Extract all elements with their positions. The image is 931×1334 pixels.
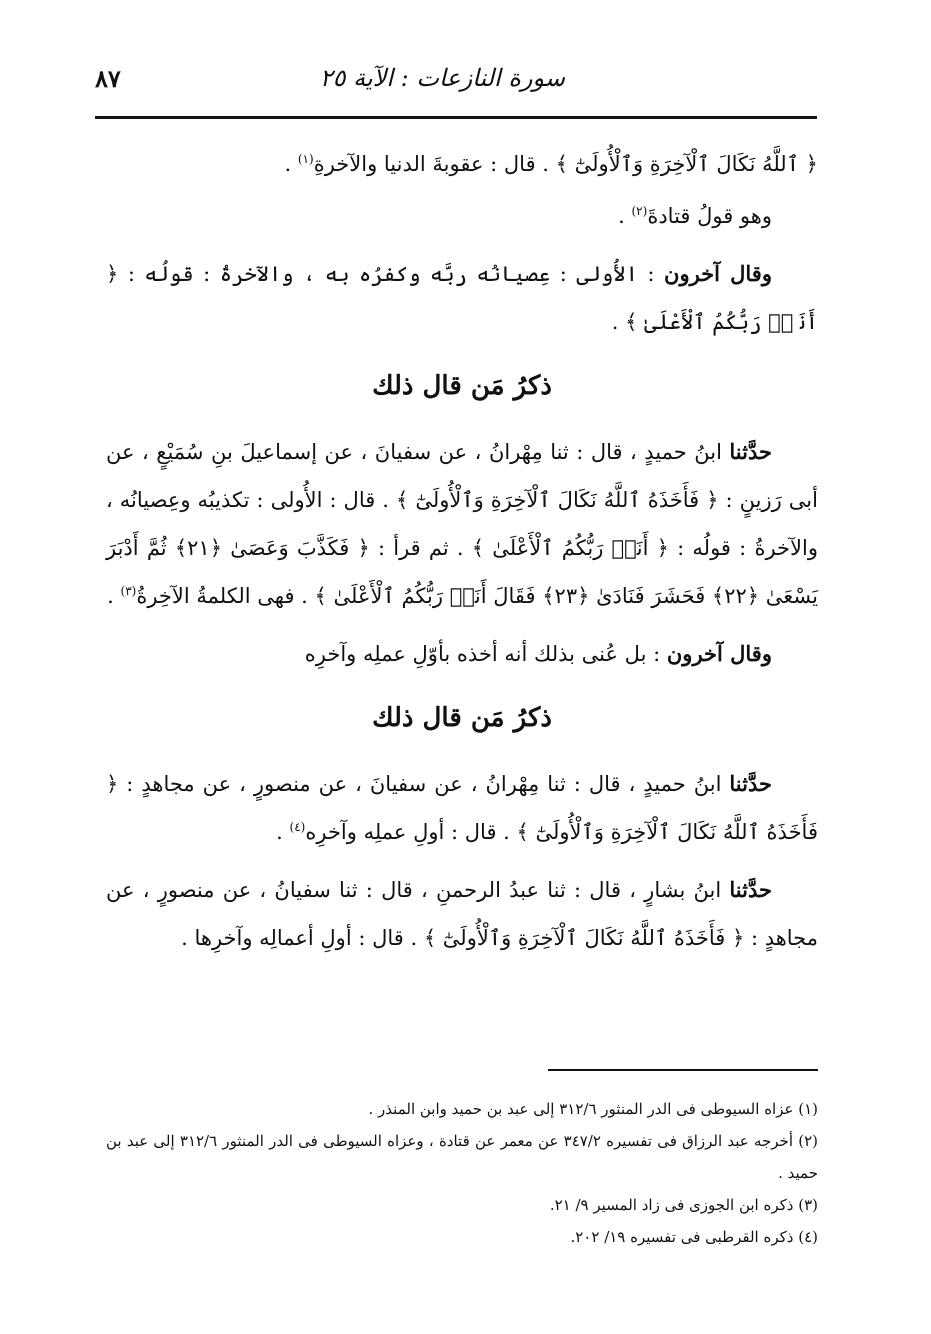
paragraph-1 (106, 140, 818, 188)
lead-word: حدَّثنا (729, 877, 772, 902)
page-number: ٨٧ (95, 64, 121, 93)
paragraph-7 (106, 866, 818, 962)
quran-quote: ﴿ ٱللَّهُ نَكَالَ ٱلْآخِرَةِ وَٱلْأُولَىٰٓ ﴾ (555, 152, 818, 176)
lead-word: وقال آخرون (664, 261, 772, 286)
sentence-end: . (107, 584, 114, 608)
paragraph-text: . قال : أولِ أعمالِه وآخرِها . (181, 926, 418, 950)
paragraph-text: : الأُولى : عِصيانُه ربَّه وكفرُه به ، والآخرةُ : قولُه : (127, 262, 655, 286)
paragraph-text: . فهى الكلمةُ الآخِرةُ (136, 584, 308, 608)
footnote-3: (٣) ذكره ابن الجوزى فى زاد المسير ٩/ ٢١. (549, 1196, 818, 1214)
paragraph-text: ابنُ بشارٍ ، قال : ثنا عبدُ الرحمنِ ، قال : ثنا سفيانُ ، عن منصورٍ ، عن مجاهدٍ : (106, 878, 818, 950)
paragraph-text: . قال : أولِ عملِه وآخرِه (305, 820, 510, 844)
paragraph-5 (106, 630, 818, 678)
footnotes (106, 1093, 818, 1253)
section-heading-1: ذكرُ مَن قال ذلك (372, 371, 552, 401)
footnote-ref: (١) (297, 152, 314, 166)
paragraph-3 (106, 250, 818, 346)
footnote-4: (٤) ذكره القرطبى فى تفسيره ١٩/ ٢٠٢. (570, 1228, 818, 1246)
paragraph-6 (106, 760, 818, 856)
quran-quote: ﴿ أَنَا۠ رَبُّكُمُ ٱلْأَعْلَىٰ ﴾ (106, 262, 818, 334)
paragraph-text: . قال : الأُولى : تكذيبُه وعِصيانُه ، والآخرةُ : قولُه : (106, 488, 818, 560)
paragraph-4 (106, 428, 818, 620)
paragraph-text: وهو قولُ قتادةَ (647, 204, 772, 228)
quran-quote: ﴿ فَكَذَّبَ وَعَصَىٰ ﴿٢١﴾ ثُمَّ أَدْبَرَ يَسْعَىٰ ﴿٢٢﴾ فَحَشَرَ فَنَادَىٰ ﴿٢٣﴾ فَقَالَ أَنَا۠ رَبُّكُمُ ٱلْأَعْلَىٰ ﴾ (106, 536, 818, 608)
footnote-1: (١) عزاه السيوطى فى الدر المنثور ٣١٢/٦ إلى عبد بن حميد وابن المنذر . (368, 1100, 818, 1118)
quran-quote: ﴿ فَأَخَذَهُ ٱللَّهُ نَكَالَ ٱلْآخِرَةِ وَٱلْأُولَىٰٓ ﴾ (106, 772, 818, 844)
footnote-ref: (٣) (120, 584, 137, 598)
sentence-end: . (611, 310, 619, 334)
main-text (106, 140, 818, 972)
paragraph-text: . قال : عقوبةَ الدنيا والآخرةِ (313, 152, 549, 176)
quran-quote: ﴿ أَنَا۠ رَبُّكُمُ ٱلْأَعْلَىٰ ﴾ (471, 536, 669, 560)
footnote-ref: (٢) (631, 204, 648, 218)
quran-quote: ﴿ فَأَخَذَهُ ٱللَّهُ نَكَالَ ٱلْآخِرَةِ وَٱلْأُولَىٰٓ ﴾ (395, 488, 719, 512)
lead-word: وقال آخرون (666, 641, 772, 666)
footnote-rule (548, 1069, 818, 1071)
page-header (95, 62, 815, 102)
running-title: سورة النازعات : الآية ٢٥ (319, 64, 565, 92)
sentence-end: . (276, 820, 283, 844)
paragraph-text: ابنُ حميدٍ ، قال : ثنا مِهْرانُ ، عن سفيانَ ، عن منصورٍ ، عن مجاهدٍ : (126, 772, 722, 796)
footnote-ref: (٤) (289, 820, 306, 834)
header-rule (95, 116, 817, 119)
quran-quote: ﴿ فَأَخَذَهُ ٱللَّهُ نَكَالَ ٱلْآخِرَةِ وَٱلْأُولَىٰٓ ﴾ (423, 926, 745, 950)
paragraph-text: ابنُ حميدٍ ، قال : ثنا مِهْرانُ ، عن سفيانَ ، عن إسماعيلَ بنِ سُمَيْعٍ ، عن أبى رَزينٍ : (106, 440, 818, 512)
lead-word: حدَّثنا (729, 439, 772, 464)
sentence-end: . (618, 204, 625, 228)
footnote-2: (٢) أخرجه عبد الرزاق فى تفسيره ٣٤٧/٢ عن معمر عن قتادة ، وعزاه السيوطى فى الدر المنثور ٣١٢/٦ إلى عبد بن حميد . (106, 1132, 819, 1182)
sentence-end: . (284, 152, 292, 176)
paragraph-2 (106, 192, 818, 240)
paragraph-text: . ثم قرأ : (377, 536, 464, 560)
lead-word: حدَّثنا (729, 771, 772, 796)
paragraph-text: : بل عُنى بذلك أنه أخذه بأوّلِ عملِه وآخرِه (304, 642, 661, 666)
section-heading-2: ذكرُ مَن قال ذلك (372, 703, 552, 733)
